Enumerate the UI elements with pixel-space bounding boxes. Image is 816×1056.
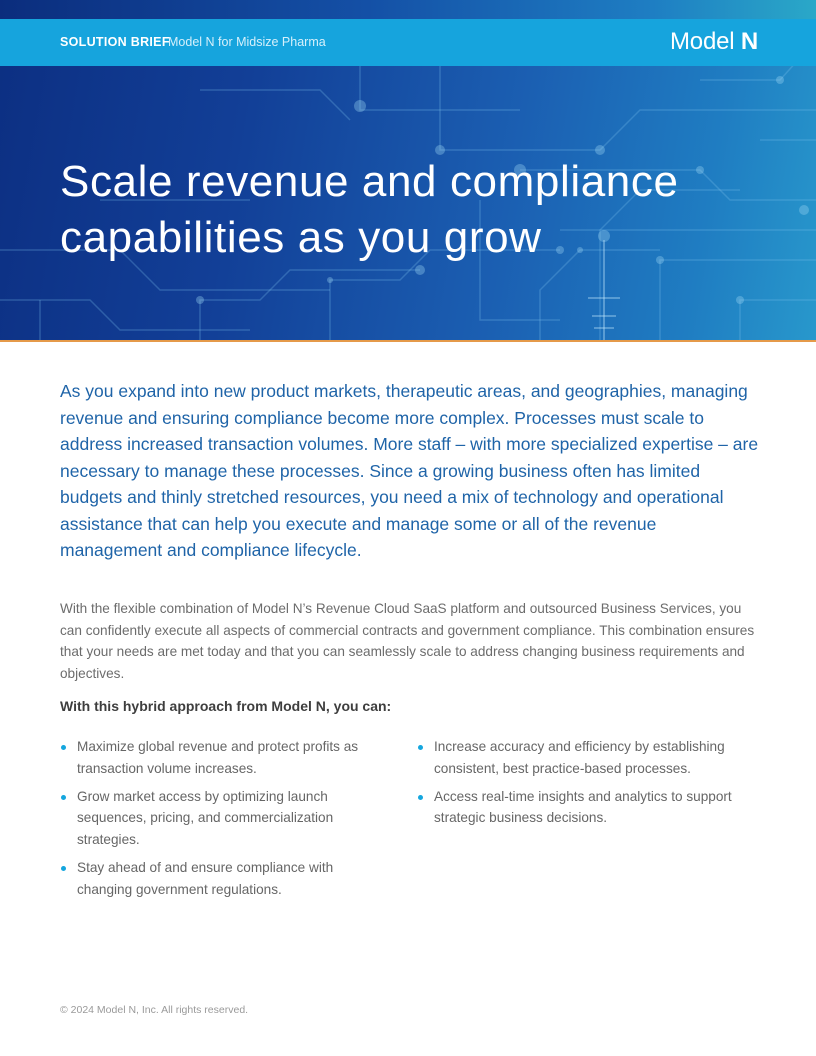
intro-paragraph: As you expand into new product markets, therapeutic areas, and geographies, managing revenue and ensuring compliance become more complex. Processes must scale to address increased transaction volumes. More staff – with more specialized expertise – are necessary to manage these processes. Since a growing business often has limited budgets and thinly stretched resources, you need a mix of technology and operational assistance that can help you execute and manage some or all of the revenue management and compliance lifecycle. — [60, 381, 759, 560]
list-item-text: Stay ahead of and ensure compliance with changing government regulations. — [77, 859, 334, 897]
list-item-text: Grow market access by optimizing launch sequences, pricing, and commercialization strategies. — [77, 788, 334, 847]
list-item — [60, 736, 360, 779]
hero-top-glow — [0, 0, 816, 20]
list-item — [417, 786, 757, 829]
body-paragraph: With the flexible combination of Model N’s Revenue Cloud SaaS platform and outsourced Business Services, you can confidently execute all aspects of commercial contracts and government compliance. This combination ensures that your needs are met today and that you can seamlessly scale to address changing business requirements and objectives. — [60, 601, 755, 681]
page-title — [60, 154, 740, 266]
document-type-label: SOLUTION BRIEF — [60, 35, 170, 49]
bullet-icon — [61, 745, 66, 750]
list-item-text: Access real-time insights and analytics to support strategic business decisions. — [434, 788, 732, 826]
hero-banner — [0, 0, 816, 342]
model-n-logo — [670, 28, 758, 56]
document-subtitle: Model N for Midsize Pharma — [168, 35, 326, 49]
bullet-icon — [418, 745, 423, 750]
bullet-icon — [61, 795, 66, 800]
bullet-lead-in: With this hybrid approach from Model N, you can: — [60, 698, 392, 714]
benefits-list-left — [60, 736, 360, 907]
logo-wordmark: Model — [670, 28, 735, 55]
page-title-line-1: Scale revenue and compliance — [60, 157, 679, 206]
accent-divider — [0, 340, 816, 342]
list-item — [417, 736, 757, 779]
copyright-footer: © 2024 Model N, Inc. All rights reserved. — [60, 1004, 249, 1016]
header-bar — [0, 19, 816, 66]
list-item — [60, 786, 360, 851]
bullet-icon — [418, 795, 423, 800]
list-item-text: Maximize global revenue and protect profits as transaction volume increases. — [77, 739, 359, 776]
list-item — [60, 857, 360, 900]
page-title-line-2: capabilities as you grow — [60, 213, 542, 262]
benefits-list-right — [417, 736, 757, 835]
bullet-icon — [61, 866, 66, 871]
list-item-text: Increase accuracy and efficiency by establishing consistent, best practice-based processes. — [434, 739, 725, 776]
logo-mark: N — [740, 28, 758, 55]
